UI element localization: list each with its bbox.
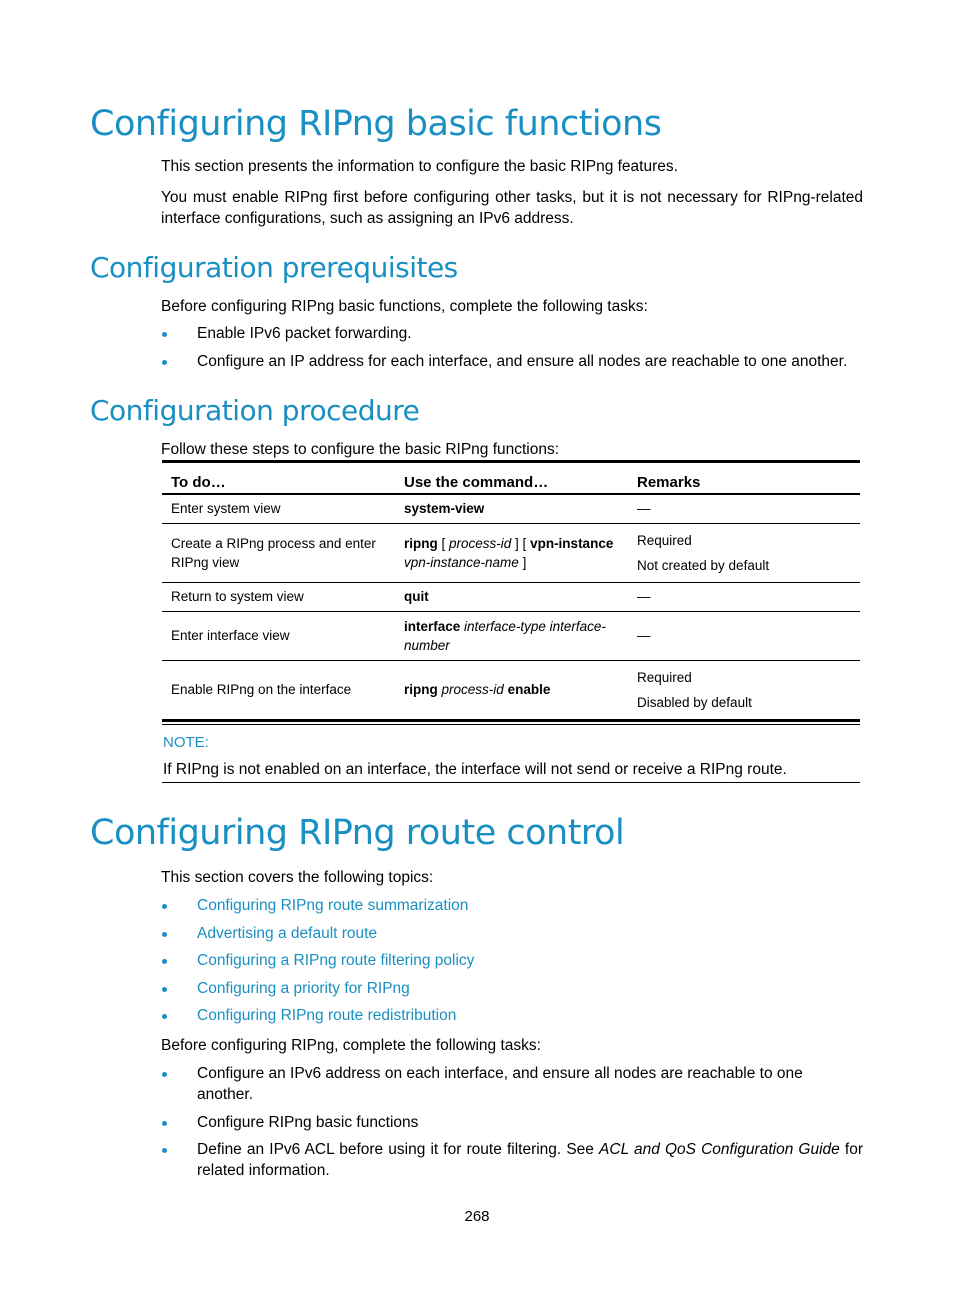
table-header-row <box>162 462 860 495</box>
command-cell: system-view <box>395 494 628 523</box>
bullet-icon <box>162 1072 167 1077</box>
subsection-title-prerequisites: Configuration prerequisites <box>90 251 458 284</box>
bullet-icon <box>162 332 167 337</box>
subsection-title-procedure: Configuration procedure <box>90 394 420 427</box>
command-cell: quit <box>395 582 628 611</box>
remarks-cell: Required Not created by default <box>628 523 860 582</box>
todo-cell: Enable RIPng on the interface <box>162 660 395 720</box>
remarks-cell: — <box>628 611 860 660</box>
route-control-intro: This section covers the following topics: <box>161 869 434 886</box>
list-item[interactable] <box>161 895 863 916</box>
prerequisites-intro: Before configuring RIPng basic functions, complete the following tasks: <box>161 298 648 315</box>
list-item[interactable] <box>161 923 863 944</box>
note-box <box>162 724 860 783</box>
todo-cell: Create a RIPng process and enter RIPng view <box>162 523 395 582</box>
list-item: Enable IPv6 packet forwarding. <box>161 323 863 344</box>
bullet-icon <box>162 959 167 964</box>
topic-link-route-summarization[interactable]: Configuring RIPng route summarization <box>197 897 469 914</box>
bullet-icon <box>162 360 167 365</box>
list-item: Configure an IP address for each interface, and ensure all nodes are reachable to one another. <box>161 351 863 372</box>
section-title-route-control: Configuring RIPng route control <box>90 813 625 853</box>
remarks-cell: — <box>628 494 860 523</box>
list-item: Define an IPv6 ACL before using it for route filtering. See ACL and QoS Configuration Guide for related information. <box>161 1139 863 1181</box>
procedure-table <box>162 460 860 722</box>
bullet-icon <box>162 932 167 937</box>
topic-link-priority[interactable]: Configuring a priority for RIPng <box>197 979 410 997</box>
list-item[interactable] <box>161 1005 863 1026</box>
list-item: Configure RIPng basic functions <box>161 1112 863 1133</box>
bullet-icon <box>162 1014 167 1019</box>
section-intro: This section presents the information to configure the basic RIPng features. <box>161 158 678 175</box>
table-row <box>162 582 860 611</box>
section-title-basic-functions: Configuring RIPng basic functions <box>90 104 662 144</box>
column-header-todo: To do… <box>162 462 395 495</box>
bullet-icon <box>162 987 167 992</box>
table-row <box>162 494 860 523</box>
section-note-paragraph: You must enable RIPng first before configuring other tasks, but it is not necessary for RIPng-related interface configurations, such as assigning an IPv6 address. <box>161 189 863 227</box>
bullet-icon <box>162 1148 167 1153</box>
procedure-intro: Follow these steps to configure the basic RIPng functions: <box>161 441 560 458</box>
topic-link-default-route[interactable]: Advertising a default route <box>197 924 378 942</box>
todo-cell: Enter interface view <box>162 611 395 660</box>
table-row <box>162 611 860 660</box>
remarks-cell: Required Disabled by default <box>628 660 860 720</box>
bullet-icon <box>162 1121 167 1126</box>
todo-cell: Enter system view <box>162 494 395 523</box>
route-control-prereq-intro: Before configuring RIPng, complete the following tasks: <box>161 1037 541 1054</box>
prerequisites-list <box>161 323 863 372</box>
bullet-icon <box>162 904 167 909</box>
column-header-command: Use the command… <box>395 462 628 495</box>
remarks-cell: — <box>628 582 860 611</box>
list-item[interactable] <box>161 950 863 971</box>
table-row <box>162 660 860 720</box>
topics-list <box>161 895 863 1026</box>
note-text: If RIPng is not enabled on an interface, the interface will not send or receive a RIPng route. <box>163 761 787 778</box>
command-cell: interface interface-type interface-number <box>395 611 628 660</box>
topic-link-filtering-policy[interactable]: Configuring a RIPng route filtering policy <box>197 952 475 969</box>
page-number: 268 <box>464 1208 490 1225</box>
guide-reference: ACL and QoS Configuration Guide <box>599 1141 840 1158</box>
command-cell: ripng [ process-id ] [ vpn-instance vpn-instance-name ] <box>395 523 628 582</box>
route-control-tasks-list <box>161 1063 863 1181</box>
todo-cell: Return to system view <box>162 582 395 611</box>
list-item[interactable] <box>161 978 863 999</box>
column-header-remarks: Remarks <box>628 462 860 495</box>
list-item: Configure an IPv6 address on each interface, and ensure all nodes are reachable to one another. <box>161 1063 863 1105</box>
table-row <box>162 523 860 582</box>
topic-link-redistribution[interactable]: Configuring RIPng route redistribution <box>197 1007 457 1024</box>
note-label: NOTE: <box>163 734 209 751</box>
command-cell: ripng process-id enable <box>395 660 628 720</box>
